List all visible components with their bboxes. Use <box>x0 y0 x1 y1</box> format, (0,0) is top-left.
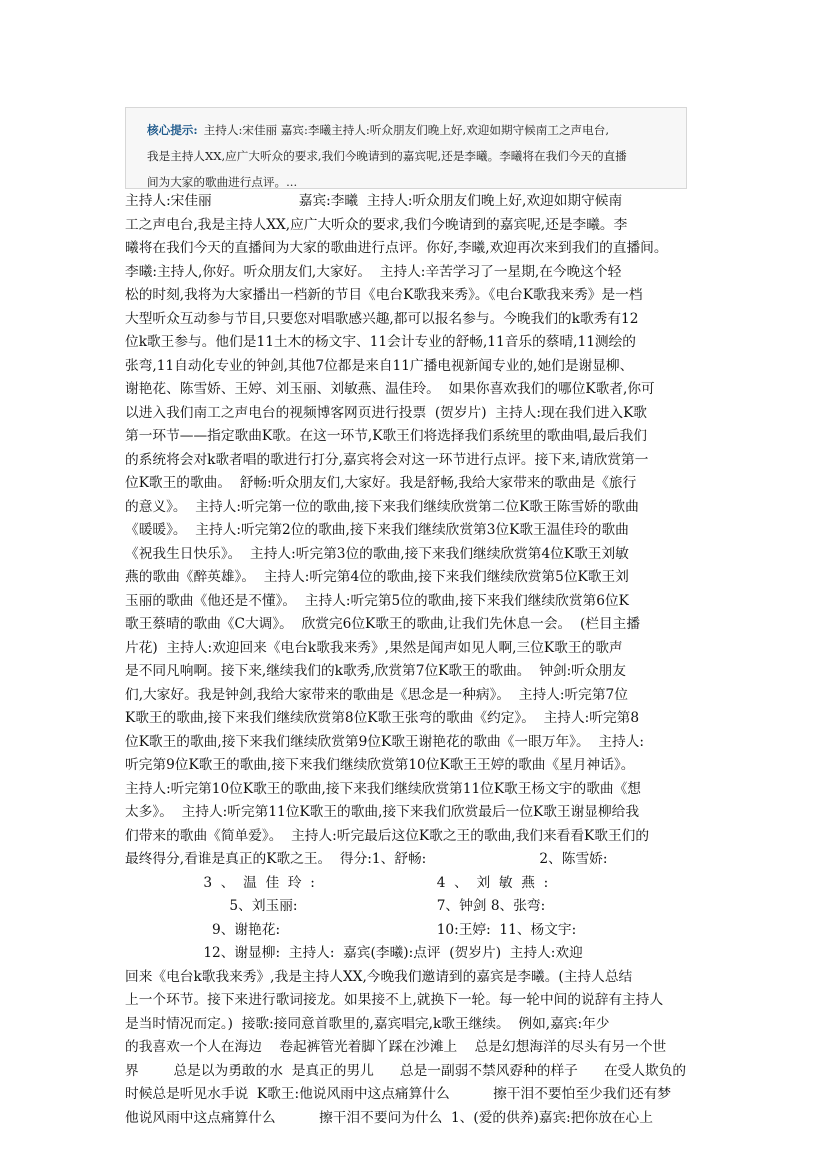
body-line: 们带来的歌曲《简单爱》。 主持人:听完最后这位K歌之王的歌曲,我们来看看K歌王们的 <box>125 827 650 844</box>
body-line: 的我喜欢一个人在海边 卷起裤管光着脚丫踩在沙滩上 总是幻想海洋的尽头有另一个世 <box>125 1039 667 1055</box>
body-line: 以进入我们南工之声电台的视频博客网页进行投票 (贺岁片) 主持人:现在我们进入K歌 <box>125 404 647 421</box>
body-line: 《暖暖》。 主持人:听完第2位的歌曲,接下来我们继续欣赏第3位K歌王温佳玲的歌曲 <box>125 522 629 538</box>
summary-label: 核心提示: <box>147 123 198 137</box>
body-line: 听完第9位K歌王的歌曲,接下来我们继续欣赏第10位K歌王王婷的歌曲《星月神话》。 <box>125 757 635 773</box>
body-line: 界 总是以为勇敢的水 是真正的男儿 总是一副弱不禁风孬种的样子 在受人欺负的 <box>125 1062 687 1079</box>
body-line: 12、谢显柳: 主持人: 嘉宾(李曦):点评 (贺岁片) 主持人:欢迎 <box>125 945 583 961</box>
body-line: 工之声电台,我是主持人XX,应广大听众的要求,我们今晚请到的嘉宾呢,还是李曦。李 <box>125 216 628 233</box>
body-line: 片花) 主持人:欢迎回来《电台k歌我来秀》,果然是闻声如见人啊,三位K歌王的歌声 <box>125 639 623 656</box>
body-line: 9、谢艳花: 10:王婷: 11、杨文宇: <box>125 921 577 938</box>
body-line: 位K歌王的歌曲,接下来我们继续欣赏第9位K歌王谢艳花的歌曲《一眼万年》。 主持人: <box>125 733 645 750</box>
body-line: 张弯,11自动化专业的钟剑,其他7位都是来自11广播电视新闻专业的,她们是谢显柳、 <box>125 357 634 374</box>
body-line: 主持人:听完第10位K歌王的歌曲,接下来我们继续欣赏第11位K歌王杨文宇的歌曲《想 <box>125 780 641 797</box>
body-line: 歌王蔡晴的歌曲《C大调》。 欣赏完6位K歌王的歌曲,让我们先休息一会。 (栏目主播 <box>125 616 641 632</box>
body-line: 李曦:主持人,你好。听众朋友们,大家好。 主持人:辛苦学习了一星期,在今晚这个轻 <box>125 263 622 280</box>
body-line: 主持人:宋佳丽 嘉宾:李曦 主持人:听众朋友们晚上好,欢迎如期守候南 <box>125 193 623 209</box>
body-line: 们,大家好。我是钟剑,我给大家带来的歌曲是《思念是一种病》。 主持人:听完第7位 <box>125 686 628 703</box>
body-line: 5、刘玉丽: 7、钟剑 8、张弯: <box>125 898 546 914</box>
body-line: 的意义》。 主持人:听完第一位的歌曲,接下来我们继续欣赏第二位K歌王陈雪娇的歌曲 <box>125 498 639 515</box>
body-line: 玉丽的歌曲《他还是不懂》。 主持人:听完第5位的歌曲,接下来我们继续欣赏第6位K <box>125 592 629 609</box>
body-line: 的系统将会对k歌者唱的歌进行打分,嘉宾将会对这一环节进行点评。接下来,请欣赏第一 <box>125 451 649 468</box>
body-line: 大型听众互动参与节目,只要您对唱歌感兴趣,都可以报名参与。今晚我们的k歌秀有12 <box>125 310 639 327</box>
body-line: 太多》。 主持人:听完第11位K歌王的歌曲,接下来我们欣赏最后一位K歌王谢显柳给我 <box>125 804 640 820</box>
body-line: 最终得分,看谁是真正的K歌之王。 得分:1、舒畅: 2、陈雪娇: <box>125 851 608 867</box>
body-line: 第一环节——指定歌曲K歌。在这一环节,K歌王们将选择我们系统里的歌曲唱,最后我们 <box>125 428 647 444</box>
summary-box <box>125 107 687 189</box>
body-line: 松的时刻,我将为大家播出一档新的节目《电台K歌我来秀》。《电台K歌我来秀》是一档 <box>125 287 643 303</box>
summary-text: 主持人:宋佳丽 嘉宾:李曦主持人:听众朋友们晚上好,欢迎如期守候南工之声电台, <box>203 123 610 137</box>
body-line: 《祝我生日快乐》。 主持人:听完第3位的歌曲,接下来我们继续欣赏第4位K歌王刘敏 <box>125 545 629 562</box>
body-line: 位k歌王参与。他们是11土木的杨文宇、11会计专业的舒畅,11音乐的蔡晴,11测绘的 <box>125 334 636 350</box>
summary-line <box>147 117 674 143</box>
body-line: 时候总是听见水手说 K歌王:他说风雨中这点痛算什么 擦干泪不要怕至少我们还有梦 <box>125 1086 672 1102</box>
body-line: K歌王的歌曲,接下来我们继续欣赏第8位K歌王张弯的歌曲《约定》。 主持人:听完第8 <box>125 710 640 726</box>
document-body <box>125 190 699 1130</box>
body-line: 3 、 温 佳 玲 : 4 、 刘 敏 燕 : <box>125 874 549 891</box>
body-line: 回来《电台k歌我来秀》,我是主持人XX,今晚我们邀请到的嘉宾是李曦。(主持人总结 <box>125 968 633 985</box>
body-line: 是不同凡响啊。接下来,继续我们的k歌秀,欣赏第7位K歌王的歌曲。 钟剑:听众朋友 <box>125 663 626 679</box>
body-line: 谢艳花、陈雪娇、王婷、刘玉丽、刘敏燕、温佳玲。 如果你喜欢我们的哪位K歌者,你可 <box>125 381 655 397</box>
summary-line: 间为大家的歌曲进行点评。... <box>147 175 298 189</box>
body-line: 上一个环节。接下来进行歌词接龙。如果接不上,就换下一轮。每一轮中间的说辞有主持人 <box>125 992 664 1008</box>
body-line: 曦将在我们今天的直播间为大家的歌曲进行点评。你好,李曦,欢迎再次来到我们的直播间。 <box>125 240 668 256</box>
body-line: 位K歌王的歌曲。 舒畅:听众朋友们,大家好。我是舒畅,我给大家带来的歌曲是《旅行 <box>125 475 637 491</box>
summary-line: 我是主持人XX,应广大听众的要求,我们今晚请到的嘉宾呢,还是李曦。李曦将在我们今天的直播 <box>147 149 627 163</box>
body-line: 他说风雨中这点痛算什么 擦干泪不要问为什么 1、(爱的供养)嘉宾:把你放在心上 <box>125 1109 653 1126</box>
body-line: 是当时情况而定。) 接歌:接同意首歌里的,嘉宾唱完,k歌王继续。 例如,嘉宾:年少 <box>125 1015 610 1032</box>
body-line: 燕的歌曲《醉英雄》。 主持人:听完第4位的歌曲,接下来我们继续欣赏第5位K歌王刘 <box>125 569 629 585</box>
